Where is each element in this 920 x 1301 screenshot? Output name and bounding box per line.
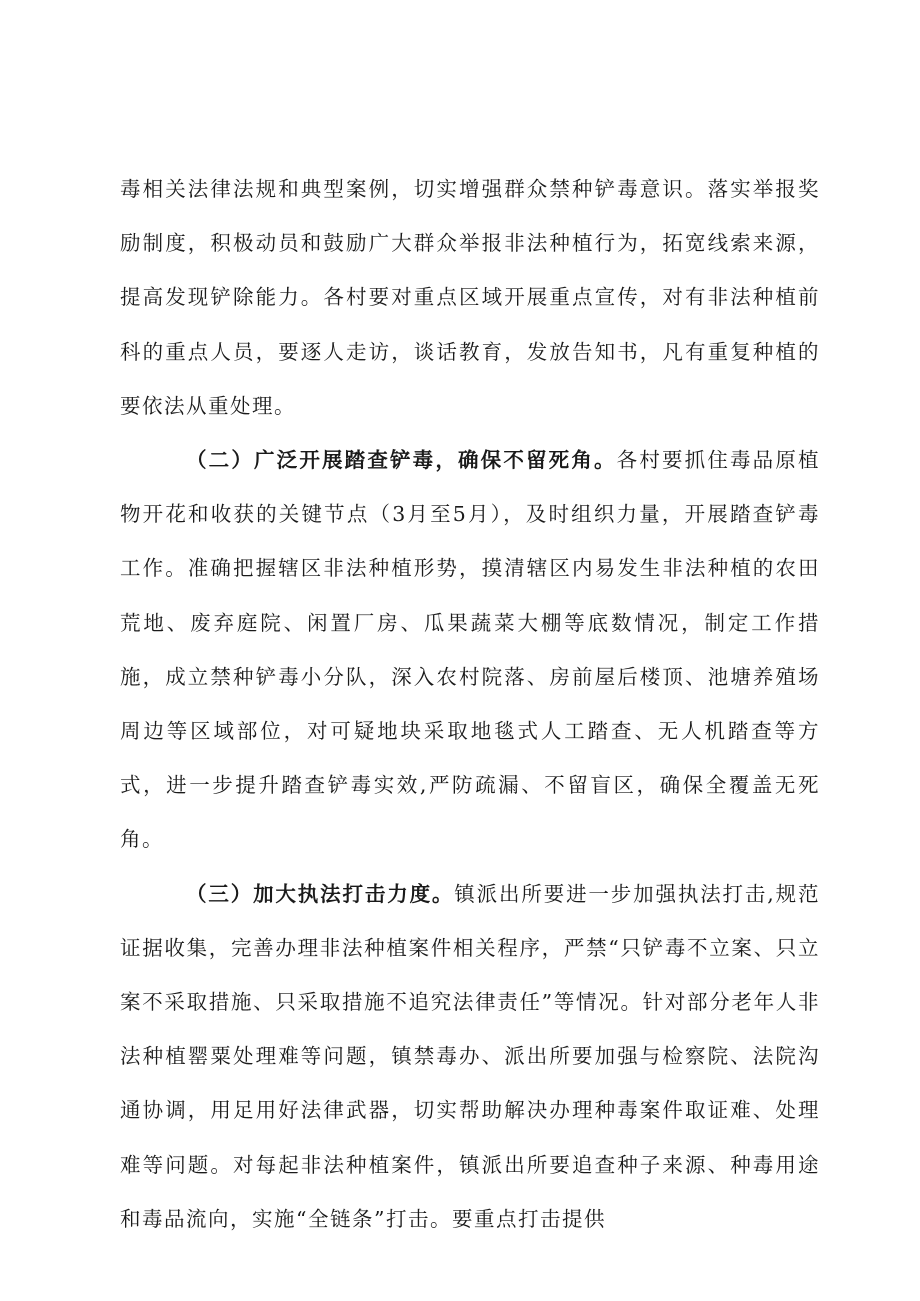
section-3-heading: （三）加大执法打击力度。	[186, 881, 455, 906]
paragraph-section-2	[120, 433, 820, 867]
document-body	[120, 162, 820, 1246]
paragraph-section-3	[120, 867, 820, 1246]
section-3-text: 镇派出所要进一步加强执法打击,规范证据收集，完善办理非法种植案件相关程序，严禁“只铲毒不立案、只立案不采取措施、只采取措施不追究法律责任”等情况。针对部分老年人非法种植罂粟处理难等问题，镇禁毒办、派出所要加强与检察院、法院沟通协调，用足用好法律武器，切实帮助解决办理种毒案件取证难、处理难等问题。对每起非法种植案件，镇派出所要追查种子来源、种毒用途和毒品流向，实施“全链条”打击。要重点打击提供	[120, 881, 821, 1231]
section-2-text: 各村要抓住毒品原植物开花和收获的关键节点（3月至5月），及时组织力量，开展踏查铲毒工作。准确把握辖区非法种植形势，摸清辖区内易发生非法种植的农田荒地、废弃庭院、闲置厂房、瓜果蔬菜大棚等底数情况，制定工作措施，成立禁种铲毒小分队，深入农村院落、房前屋后楼顶、池塘养殖场周边等区域部位，对可疑地块采取地毯式人工踏查、无人机踏查等方式，进一步提升踏查铲毒实效,严防疏漏、不留盲区，确保全覆盖无死角。	[120, 448, 821, 852]
paragraph-continuation	[120, 162, 820, 433]
section-2-heading: （二）广泛开展踏查铲毒，确保不留死角。	[186, 448, 617, 473]
paragraph-1-text: 毒相关法律法规和典型案例，切实增强群众禁种铲毒意识。落实举报奖励制度，积极动员和鼓励广大群众举报非法种植行为，拓宽线索来源，提高发现铲除能力。各村要对重点区域开展重点宣传，对有非法种植前科的重点人员，要逐人走访，谈话教育，发放告知书，凡有重复种植的要依法从重处理。	[120, 177, 820, 418]
